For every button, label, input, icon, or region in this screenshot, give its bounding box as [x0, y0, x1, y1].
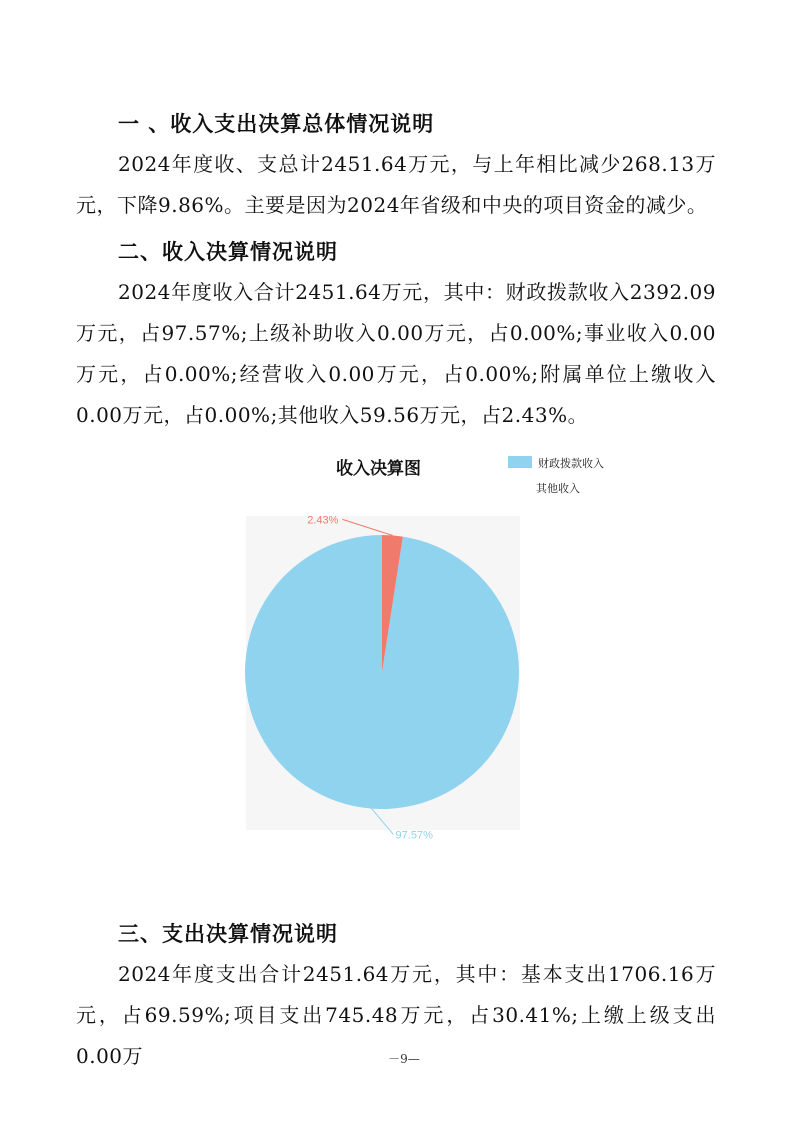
section-3-paragraph: 2024年度支出合计2451.64万元，其中：基本支出1706.16万元，占69.59%;项目支出745.48万元，占30.41%;上缴上级支出0.00万 [76, 962, 716, 1068]
legend-label-1: 其他收入 [536, 482, 580, 495]
pie-data-label-1: 2.43% [307, 514, 339, 527]
chart-title: 收入决算图 [336, 459, 421, 479]
page-number: －9— [388, 1052, 420, 1066]
income-pie-chart [240, 446, 630, 846]
section-1-heading: 一 、收入支出决算总体情况说明 [118, 112, 435, 136]
section-2-paragraph: 2024年度收入合计2451.64万元，其中：财政拨款收入2392.09万元，占97.57%;上级补助收入0.00万元，占0.00%;事业收入0.00万元，占0.00%;经营收入0.00万元，占0.00%;附属单位上缴收入0.00万元，占0.00%;其他收入59.56万元，占2.43%。 [76, 280, 716, 427]
section-1-paragraph: 2024年度收、支总计2451.64万元，与上年相比减少268.13万元，下降9.86%。主要是因为2024年省级和中央的项目资金的减少。 [76, 152, 716, 217]
section-2-heading: 二、收入决算情况说明 [118, 240, 338, 264]
section-3-heading: 三、支出决算情况说明 [118, 922, 338, 946]
legend-label-0: 财政拨款收入 [538, 457, 604, 470]
pie-data-label-0: 97.57% [395, 829, 433, 842]
